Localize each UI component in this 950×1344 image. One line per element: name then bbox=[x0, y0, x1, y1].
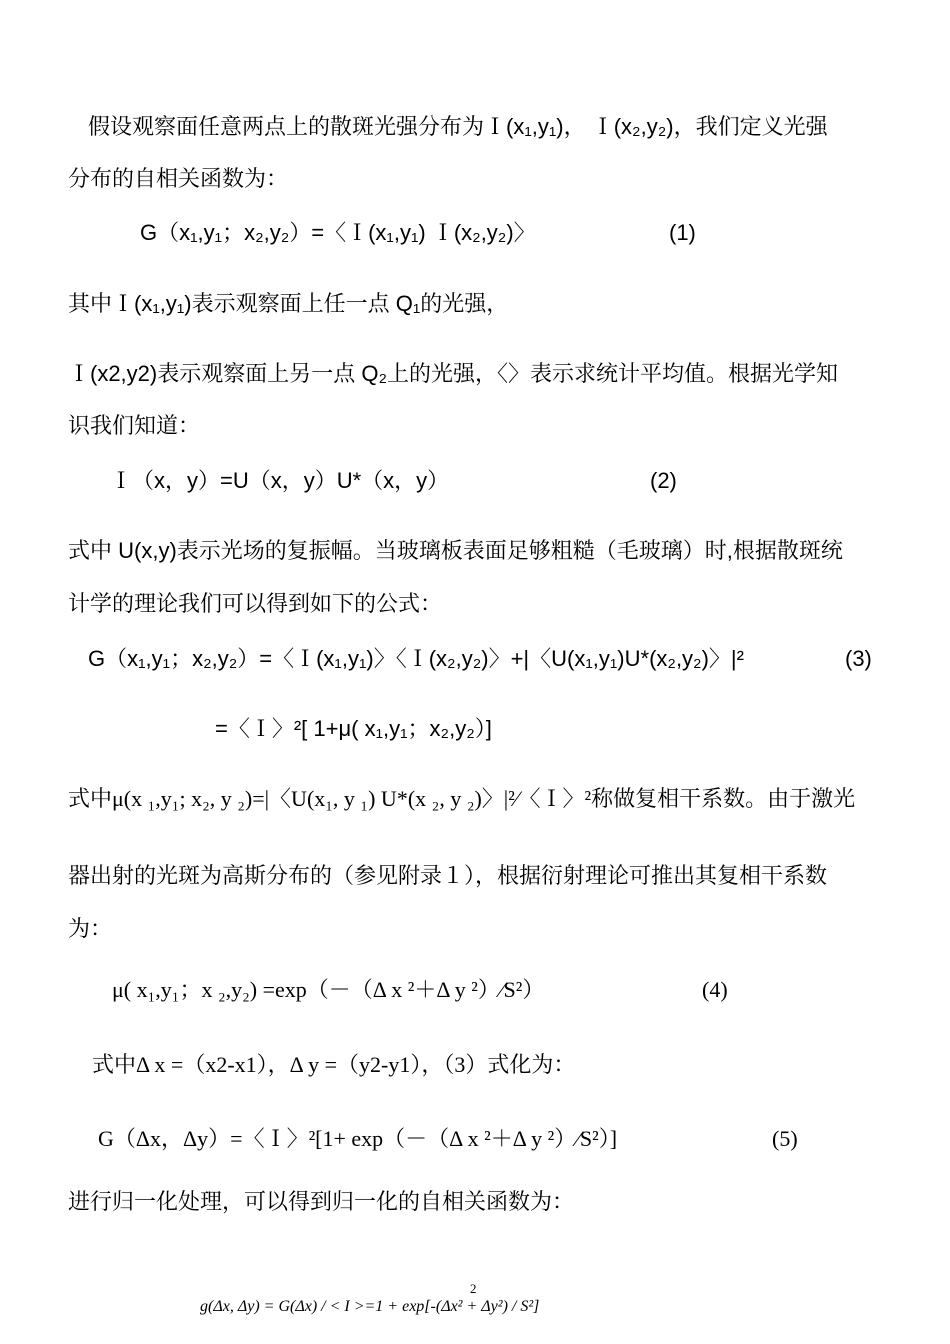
equation-5-number: (5) bbox=[772, 1126, 798, 1151]
equation-6: g(Δx, Δy) = G(Δx) / < I >=1 + exp[-(Δx² + Δy²) / S²] bbox=[200, 1298, 540, 1315]
paragraph-7: 进行归一化处理，可以得到归一化的自相关函数为： bbox=[68, 1189, 575, 1214]
equation-5: G（Δx，Δy）=〈Ｉ〉²[1+ exp（－（Δ x ²＋Δ y ²）⁄S²）] bbox=[98, 1126, 618, 1151]
equation-3-continued: =〈Ｉ〉²[ 1+μ( x₁,y₁；x₂,y₂）] bbox=[215, 716, 492, 741]
equation-1: G（x₁,y₁；x₂,y₂）=〈Ｉ(x₁,y₁) Ｉ(x₂,y₂)〉 bbox=[140, 220, 536, 245]
paragraph-3-line-2: 识我们知道： bbox=[68, 413, 201, 438]
paragraph-1-line-2: 分布的自相关函数为： bbox=[68, 166, 289, 191]
equation-3: G（x₁,y₁；x₂,y₂）=〈Ｉ(x₁,y₁)〉〈Ｉ(x₂,y₂)〉+|〈U(x₁,y₁)U*(x₂,y₂)〉|² bbox=[88, 646, 744, 671]
paragraph-4-line-2: 计学的理论我们可以得到如下的公式： bbox=[68, 591, 443, 616]
equation-1-number: (1) bbox=[669, 220, 696, 245]
paragraph-4-line-1: 式中 U(x,y)表示光场的复振幅。当玻璃板表面足够粗糙（毛玻璃）时,根据散斑统 bbox=[68, 538, 843, 563]
paragraph-5-line-2: 器出射的光斑为高斯分布的（参见附录１），根据衍射理论可推出其复相干系数 bbox=[68, 863, 828, 888]
paragraph-6: 式中Δ x =（x2-x1），Δ y =（y2-y1），（3）式化为： bbox=[92, 1052, 576, 1077]
paragraph-1-line-1: 假设观察面任意两点上的散斑光强分布为Ｉ(x₁,y₁)， Ｉ(x₂,y₂)，我们定义光强 bbox=[88, 114, 828, 139]
paragraph-2: 其中Ｉ(x₁,y₁)表示观察面上任一点 Q₁的光强， bbox=[68, 291, 509, 316]
equation-4: μ( x₁,y₁；x ₂,y₂) =exp（－（Δ x ²＋Δ y ²）⁄S²） bbox=[112, 977, 545, 1002]
paragraph-5-line-3: 为： bbox=[68, 916, 113, 941]
equation-2: Ｉ（x，y）=U（x，y）U*（x，y） bbox=[110, 468, 450, 493]
paragraph-5-line-1: 式中μ(x ₁,y₁; x₂, y ₂)=|〈U(x₁, y ₁) U*(x ₂, y ₂)〉|²⁄〈Ｉ〉²称做复相干系数。由于激光 bbox=[68, 786, 856, 811]
equation-6-superscript: 2 bbox=[470, 1281, 477, 1296]
equation-2-number: (2) bbox=[650, 468, 677, 493]
equation-3-number: (3) bbox=[845, 646, 872, 671]
paragraph-3-line-1: Ｉ(x2,y2)表示观察面上另一点 Q₂上的光强，〈〉表示求统计平均值。根据光学知 bbox=[68, 361, 839, 386]
equation-4-number: (4) bbox=[702, 977, 728, 1002]
